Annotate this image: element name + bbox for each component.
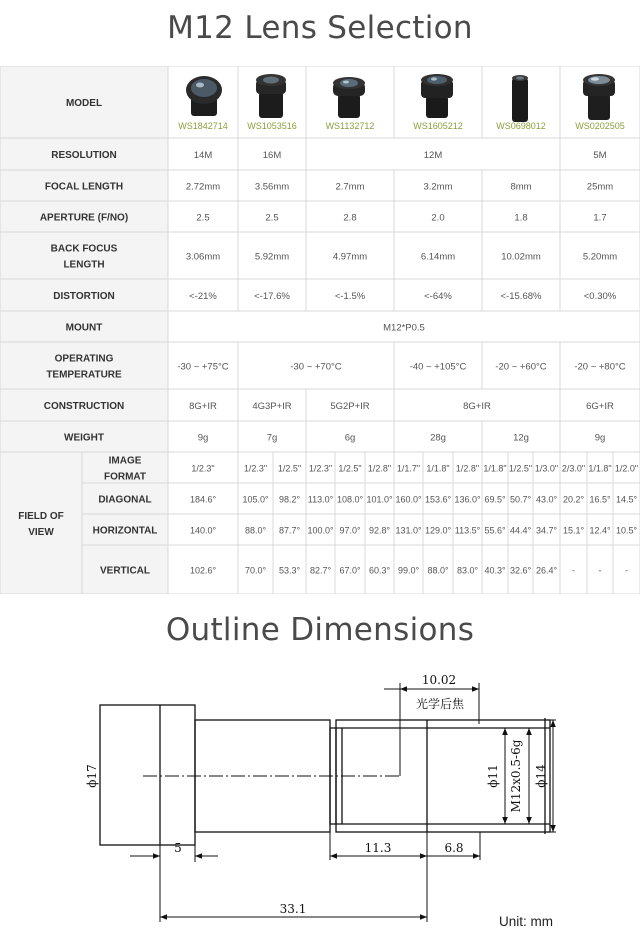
distortion-cell: <-1.5% xyxy=(334,291,366,302)
fov-diagonal-cell: 69.5° xyxy=(484,494,506,505)
fov-image-format-cell: 1/1.8" xyxy=(588,463,612,474)
fov-vertical-cell: - xyxy=(598,565,602,576)
row-header-focal-length: FOCAL LENGTH xyxy=(44,181,124,193)
lens-image-ws1053516 xyxy=(256,74,286,118)
resolution-cell: 5M xyxy=(593,150,607,161)
fov-horizontal-cell: 15.1° xyxy=(562,525,585,536)
fov-image-format-cell: 1/2.8" xyxy=(367,463,392,474)
fov-horizontal-cell: 87.7° xyxy=(278,525,301,536)
row-header-image: IMAGE xyxy=(108,455,142,467)
fov-image-format-cell: 2/3.0" xyxy=(561,463,586,474)
weight-cell: 7g xyxy=(266,432,278,444)
fov-image-format-cell: 1/1.7" xyxy=(396,463,421,474)
fov-image-format-cell: 1/2.3" xyxy=(191,463,215,474)
back-focus-cell: 5.20mm xyxy=(582,251,618,263)
weight-cell: 9g xyxy=(594,432,606,444)
fov-horizontal-cell: 92.8° xyxy=(368,525,391,536)
resolution-cell: 12M xyxy=(423,150,443,161)
fov-diagonal-cell: 98.2° xyxy=(278,494,301,505)
fov-vertical-cell: 32.6° xyxy=(509,565,532,576)
mount-cell: M12*P0.5 xyxy=(383,322,425,334)
construction-cell: 8G+IR xyxy=(189,401,217,412)
thread-label: M12x0.5-6g xyxy=(509,739,523,813)
fov-vertical-cell: 82.7° xyxy=(309,565,332,576)
temperature-cell: -30 ~ +70°C xyxy=(290,361,342,373)
aperture-cell: 1.8 xyxy=(514,212,528,224)
length-6-8-label: 6.8 xyxy=(444,841,464,855)
row-header-distortion: DISTORTION xyxy=(53,291,115,302)
fov-vertical-cell: - xyxy=(625,565,628,576)
fov-diagonal-cell: 16.5° xyxy=(589,494,611,505)
fov-horizontal-cell: 140.0° xyxy=(189,525,217,536)
fov-horizontal-cell: 88.0° xyxy=(244,525,267,536)
fov-image-format-cell: 1/3.0" xyxy=(534,463,559,474)
row-header-back-focus-length: LENGTH xyxy=(63,259,105,271)
fov-diagonal-cell: 136.0° xyxy=(454,494,481,505)
bfl-label: 光学后焦 xyxy=(415,697,465,711)
fov-horizontal-cell: 113.5° xyxy=(454,525,481,536)
fov-vertical-cell: 88.0° xyxy=(427,565,449,576)
lens-images xyxy=(186,74,615,122)
fov-horizontal-cell: 97.0° xyxy=(339,525,361,536)
focal-length-cell: 25mm xyxy=(586,181,614,193)
lens-image-ws1605212 xyxy=(421,74,453,118)
unit-label: Unit: mm xyxy=(499,914,553,929)
construction-cell: 5G2P+IR xyxy=(330,401,370,412)
row-header-view: VIEW xyxy=(28,527,54,538)
focal-length-cell: 3.2mm xyxy=(423,181,453,193)
fov-vertical-cell: 102.6° xyxy=(189,565,217,576)
bfl-value: 10.02 xyxy=(421,673,457,687)
fov-vertical-cell: 26.4° xyxy=(535,565,558,576)
diameter-17-label: ϕ17 xyxy=(85,764,99,788)
temperature-cell: -20 ~ +80°C xyxy=(574,361,626,373)
fov-image-format-cell: 1/2.5" xyxy=(508,463,533,474)
row-header-construction: CONSTRUCTION xyxy=(43,401,125,412)
weight-cell: 28g xyxy=(430,432,446,444)
page-title: M12 Lens Selection xyxy=(167,10,473,46)
fov-image-format-cell: 1/2.3" xyxy=(243,463,268,474)
fov-image-format-cell: 1/2.5" xyxy=(338,463,362,474)
diameter-11-label: ϕ11 xyxy=(486,764,500,788)
fov-horizontal-cell: 44.4° xyxy=(509,525,532,536)
focal-length-cell: 2.7mm xyxy=(335,181,365,193)
fov-diagonal-cell: 101.0° xyxy=(366,494,393,505)
fov-horizontal-cell: 12.4° xyxy=(589,525,611,536)
row-header-resolution: RESOLUTION xyxy=(51,150,117,161)
construction-cell: 4G3P+IR xyxy=(252,401,292,412)
distortion-cell: <-64% xyxy=(424,291,452,302)
aperture-cell: 2.5 xyxy=(265,212,279,224)
fov-horizontal-cell: 129.0° xyxy=(424,525,452,536)
row-header-format: FORMAT xyxy=(103,471,147,483)
row-header-field-of: FIELD OF xyxy=(18,511,64,522)
fov-horizontal-cell: 100.0° xyxy=(307,525,334,536)
distortion-cell: <-15.68% xyxy=(500,291,542,302)
fov-vertical-cell: 40.3° xyxy=(484,565,506,576)
temperature-cell: -40 ~ +105°C xyxy=(409,361,467,373)
fov-vertical-cell: - xyxy=(572,565,575,576)
row-header-diagonal: DIAGONAL xyxy=(98,494,152,506)
fov-diagonal-cell: 14.5° xyxy=(615,494,638,505)
lens-outline xyxy=(100,705,550,845)
fov-horizontal-cell: 10.5° xyxy=(615,525,638,536)
focal-length-cell: 3.56mm xyxy=(254,181,290,193)
model-name: WS1132712 xyxy=(325,121,375,131)
model-name: WS0202505 xyxy=(575,121,625,131)
row-header-operating: OPERATING xyxy=(54,353,114,365)
fov-vertical-cell: 67.0° xyxy=(339,565,361,576)
fov-image-format-cell: 1/2.5" xyxy=(277,463,302,474)
weight-cell: 6g xyxy=(344,432,356,444)
diameter-14-label: ϕ14 xyxy=(534,764,548,788)
temperature-cell: -30 ~ +75°C xyxy=(177,361,229,373)
fov-image-format-cell: 1/1.8" xyxy=(483,463,507,474)
lens-spec-table xyxy=(0,66,640,594)
fov-diagonal-cell: 20.2° xyxy=(562,494,585,505)
row-header-mount: MOUNT xyxy=(65,322,103,334)
distortion-cell: <-21% xyxy=(189,291,217,302)
resolution-cell: 14M xyxy=(193,150,213,161)
fov-diagonal-cell: 108.0° xyxy=(336,494,364,505)
aperture-cell: 1.7 xyxy=(593,212,607,224)
lens-image-ws0202505 xyxy=(583,74,615,120)
fov-diagonal-cell: 105.0° xyxy=(242,494,269,505)
fov-diagonal-cell: 113.0° xyxy=(307,494,334,505)
back-focus-cell: 5.92mm xyxy=(254,251,290,263)
fov-vertical-cell: 53.3° xyxy=(278,565,301,576)
fov-vertical-cell: 70.0° xyxy=(244,565,267,576)
fov-vertical-cell: 83.0° xyxy=(456,565,479,576)
model-name: WS1605212 xyxy=(413,121,463,131)
fov-diagonal-cell: 50.7° xyxy=(509,494,532,505)
back-focus-cell: 6.14mm xyxy=(420,251,456,263)
lens-image-ws1132712 xyxy=(333,77,365,118)
distortion-cell: <0.30% xyxy=(583,291,617,302)
outline-drawing xyxy=(0,660,640,930)
fov-diagonal-cell: 153.6° xyxy=(424,494,452,505)
fov-diagonal-cell: 160.0° xyxy=(395,494,422,505)
model-name: WS0698012 xyxy=(496,121,546,131)
back-focus-cell: 10.02mm xyxy=(501,251,541,263)
aperture-cell: 2.0 xyxy=(431,212,445,224)
construction-cell: 8G+IR xyxy=(463,401,491,412)
length-5-label: 5 xyxy=(174,841,182,855)
row-header-back-focus: BACK FOCUS xyxy=(50,243,118,255)
row-header-weight: WEIGHT xyxy=(64,432,104,444)
construction-cell: 6G+IR xyxy=(586,401,614,412)
fov-horizontal-cell: 55.6° xyxy=(484,525,506,536)
distortion-cell: <-17.6% xyxy=(254,291,290,302)
fov-diagonal-cell: 184.6° xyxy=(189,494,217,505)
row-header-vertical: VERTICAL xyxy=(100,565,150,577)
fov-image-format-cell: 1/2.3" xyxy=(308,463,333,474)
fov-horizontal-cell: 131.0° xyxy=(395,525,422,536)
focal-length-cell: 8mm xyxy=(510,181,532,193)
row-header-model: MODEL xyxy=(65,98,103,109)
model-name: WS1842714 xyxy=(178,121,228,131)
fov-vertical-cell: 60.3° xyxy=(368,565,391,576)
fov-diagonal-cell: 43.0° xyxy=(535,494,558,505)
resolution-cell: 16M xyxy=(262,150,282,161)
aperture-cell: 2.5 xyxy=(196,212,210,224)
back-focus-cell: 4.97mm xyxy=(332,251,368,263)
temperature-cell: -20 ~ +60°C xyxy=(495,361,547,373)
row-header-aperture: APERTURE (F/NO) xyxy=(39,212,129,224)
fov-horizontal-cell: 34.7° xyxy=(535,525,558,536)
outline-title: Outline Dimensions xyxy=(165,612,475,648)
lens-image-ws1842714 xyxy=(186,76,222,116)
fov-image-format-cell: 1/2.8" xyxy=(455,463,480,474)
length-33-1-label: 33.1 xyxy=(279,902,307,916)
aperture-cell: 2.8 xyxy=(343,212,357,224)
fov-image-format-cell: 1/1.8" xyxy=(426,463,450,474)
lens-image-ws0698012 xyxy=(512,75,528,122)
row-header-temperature: TEMPERATURE xyxy=(46,369,122,381)
focal-length-cell: 2.72mm xyxy=(185,181,221,193)
weight-cell: 12g xyxy=(513,432,529,444)
model-name: WS1053516 xyxy=(247,121,297,131)
weight-cell: 9g xyxy=(197,432,209,444)
length-11-3-label: 11.3 xyxy=(364,841,392,855)
back-focus-cell: 3.06mm xyxy=(185,251,221,263)
row-header-horizontal: HORIZONTAL xyxy=(92,525,158,537)
fov-image-format-cell: 1/2.0" xyxy=(614,463,639,474)
fov-vertical-cell: 99.0° xyxy=(397,565,420,576)
